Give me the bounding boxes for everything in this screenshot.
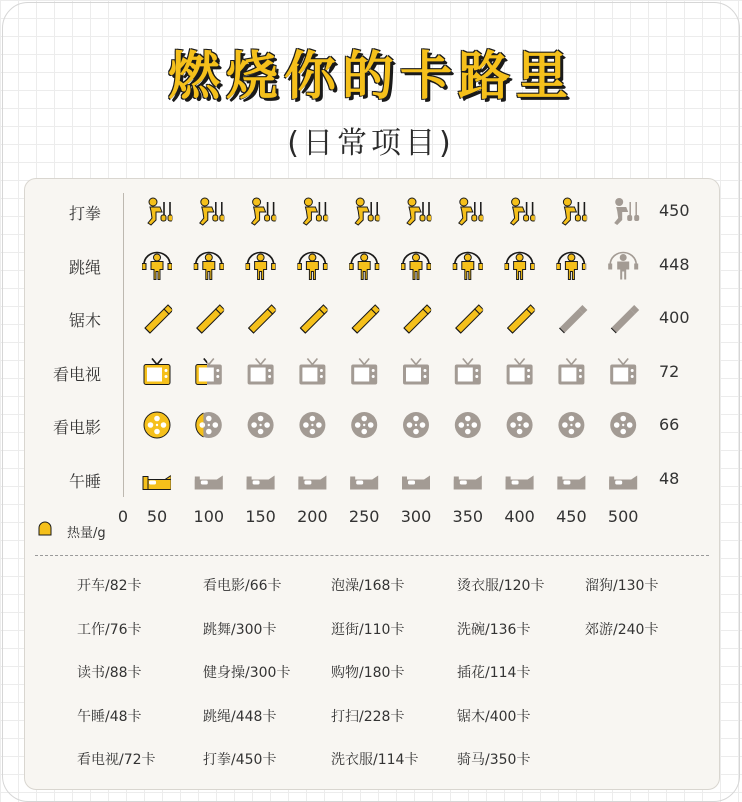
boxing-mark [148,198,173,225]
jump-rope-mark [349,253,379,280]
row-label: 看电影 [52,418,101,437]
activity-list-item: 锯木/400卡 [457,708,531,725]
activity-list-item: 打扫/228卡 [331,708,405,725]
bed-mark [298,476,326,490]
x-tick-label: 200 [297,507,328,526]
saw-mark [611,305,639,333]
bed-mark [506,476,534,490]
activity-list-item: 逛街/110卡 [331,621,405,638]
boxing-mark [200,198,225,225]
x-tick-label: 250 [348,507,380,526]
tv-mark [248,359,274,385]
saw-mark [145,305,173,333]
activity-list-item: 烫衣服/120卡 [457,578,545,594]
activity-list-item: 看电视/72卡 [77,752,156,768]
boxing-mark [614,198,639,225]
film-reel-mark [558,412,584,438]
tv-mark [558,359,584,385]
activity-list-item: 骑马/350卡 [457,752,531,768]
tv-mark [299,359,325,385]
tv-mark [144,359,170,385]
jump-rope-mark [142,253,172,280]
jump-rope-mark [453,253,483,280]
activity-list-item: 泡澡/168卡 [331,578,405,594]
bed-mark [402,476,430,490]
legend-swatch-icon [37,520,53,536]
page-title: 燃烧你的卡路里 [167,47,574,107]
activity-list-item: 跳舞/300卡 [203,621,277,638]
saw-mark [508,305,536,333]
row-value: 448 [659,254,690,274]
bed-mark [143,476,171,490]
saw-mark [352,305,380,333]
jump-rope-mark [401,253,431,280]
bed-mark [195,476,223,490]
x-tick-label: 100 [193,507,225,526]
x-tick-label: 0 [117,507,129,526]
boxing-mark [303,198,328,225]
activity-list-item: 午睡/48卡 [77,708,142,725]
tv-mark [403,359,429,385]
activity-list-item: 洗衣服/114卡 [331,752,419,768]
tv-mark [351,359,377,385]
jump-rope-mark [194,253,224,280]
film-reel-mark [196,412,222,438]
boxing-mark [459,198,484,225]
tv-mark [196,359,222,385]
bed-mark [247,476,275,490]
film-reel-mark [144,412,170,438]
x-tick-label: 300 [400,507,432,526]
bed-mark [609,476,637,490]
row-value: 66 [659,415,680,434]
dashed-divider [35,555,709,556]
row-value: 400 [659,308,690,327]
bed-mark [557,476,585,490]
activity-list-item: 工作/76卡 [77,621,142,638]
boxing-mark [562,198,587,225]
bed-mark [350,476,378,490]
activity-list-item: 溜狗/130卡 [585,578,659,594]
activity-list-item: 郊游/240卡 [585,621,659,638]
jump-rope-mark [608,253,638,280]
film-reel-mark [507,412,533,438]
activity-list-item: 洗碗/136卡 [457,621,531,638]
row-value: 48 [659,468,680,488]
row-label: 看电视 [52,364,101,384]
x-tick-label: 50 [146,507,168,526]
film-reel-mark [248,412,274,438]
boxing-mark [355,198,380,225]
boxing-mark [407,198,432,225]
activity-list-item: 健身操/300卡 [203,665,291,681]
row-label: 跳绳 [68,257,101,277]
film-reel-mark [455,412,481,438]
x-tick-label: 500 [607,507,639,526]
film-reel-mark [351,412,377,438]
film-reel-mark [299,412,325,438]
x-tick-label: 400 [504,507,535,526]
jump-rope-mark [556,253,586,280]
activity-list-item: 打拳/450卡 [203,752,277,768]
boxing-mark [511,198,536,225]
saw-mark [249,305,277,333]
row-value: 72 [659,361,680,381]
jump-rope-mark [505,253,535,280]
film-reel-mark [403,412,429,438]
jump-rope-mark [246,253,276,280]
tv-mark [507,359,533,385]
jump-rope-mark [297,253,327,280]
row-label: 午睡 [68,471,101,491]
activity-list-item: 读书/88卡 [77,665,142,681]
saw-mark [197,305,225,333]
bed-mark [454,476,482,490]
row-label: 打拳 [68,204,101,223]
x-tick-label: 450 [556,507,587,526]
tv-mark [455,359,481,385]
y-axis-line [123,193,124,497]
saw-mark [456,305,484,333]
row-value: 450 [659,201,690,220]
pictograph-chart [25,179,721,519]
activity-list-item: 购物/180卡 [331,665,405,681]
chart-panel [24,178,720,790]
x-tick-label: 150 [245,507,276,526]
legend-label: 热量/g [67,526,106,541]
activity-list-item: 插花/114卡 [457,665,531,681]
page-subtitle: (日常项目) [287,126,455,161]
activity-list-item: 看电影/66卡 [203,578,282,594]
activity-list-item: 开车/82卡 [77,578,142,594]
boxing-mark [252,198,277,225]
activity-list-item: 跳绳/448卡 [203,708,277,725]
film-reel-mark [610,412,636,438]
tv-mark [610,359,636,385]
row-label: 锯木 [68,311,101,330]
saw-mark [559,305,587,333]
x-tick-label: 350 [452,507,484,526]
saw-mark [300,305,328,333]
saw-mark [404,305,432,333]
